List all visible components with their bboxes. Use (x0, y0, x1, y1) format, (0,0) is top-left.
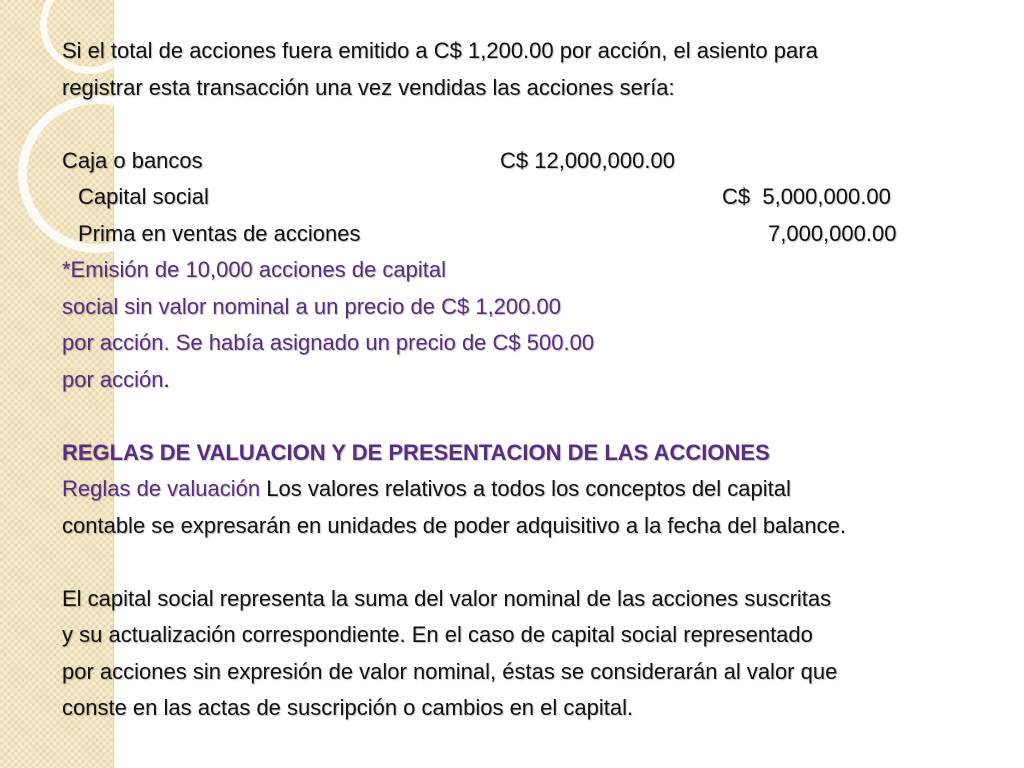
journal-account: Caja o bancos (62, 147, 203, 173)
entry-note-line (62, 362, 1012, 399)
entry-note-period: . (163, 366, 170, 392)
spacer (62, 398, 1012, 435)
paragraph-line: El capital social representa la suma del valor nominal de las acciones suscritas (62, 585, 832, 611)
journal-entry-credit (62, 179, 1012, 216)
journal-amount: 7,000,000.00 (768, 220, 897, 246)
entry-note-line: por acción. Se había asignado un precio de C$ 500.00 (62, 330, 595, 355)
journal-account: Capital social (78, 184, 209, 209)
section-heading: REGLAS DE VALUACION Y DE PRESENTACION DE LAS ACCIONES (62, 439, 770, 465)
rule-text: Los valores relativos a todos los conceptos del capital (260, 476, 791, 501)
journal-entry-debit (62, 143, 1012, 180)
rule-line: contable se expresarán en unidades de poder adquisitivo a la fecha del balance. (62, 512, 846, 538)
entry-note-text: por acción (62, 366, 164, 392)
rule-label: Reglas de valuación (62, 476, 261, 501)
intro-line: Si el total de acciones fuera emitido a C$ 1,200.00 por acción, el asiento para (62, 38, 818, 63)
paragraph-line: por acciones sin expresión de valor nominal, éstas se considerarán al valor que (62, 658, 838, 684)
rule-line (62, 471, 1012, 508)
entry-note-line: social sin valor nominal a un precio de C$ 1,200.00 (62, 293, 561, 319)
intro-line: registrar esta transacción una vez vendidas las acciones sería: (62, 74, 675, 100)
spacer (62, 106, 1012, 143)
paragraph-line: conste en las actas de suscripción o cambios en el capital. (62, 695, 634, 720)
journal-entry-credit (62, 216, 1012, 253)
journal-amount: C$ 5,000,000.00 (722, 184, 891, 209)
paragraph-line: y su actualización correspondiente. En el caso de capital social representado (62, 622, 813, 647)
journal-account: Prima en ventas de acciones (78, 220, 361, 246)
entry-note-line: *Emisión de 10,000 acciones de capital (62, 257, 447, 282)
spacer (62, 544, 1012, 581)
slide-content (62, 33, 1012, 727)
journal-amount: C$ 12,000,000.00 (500, 147, 675, 173)
